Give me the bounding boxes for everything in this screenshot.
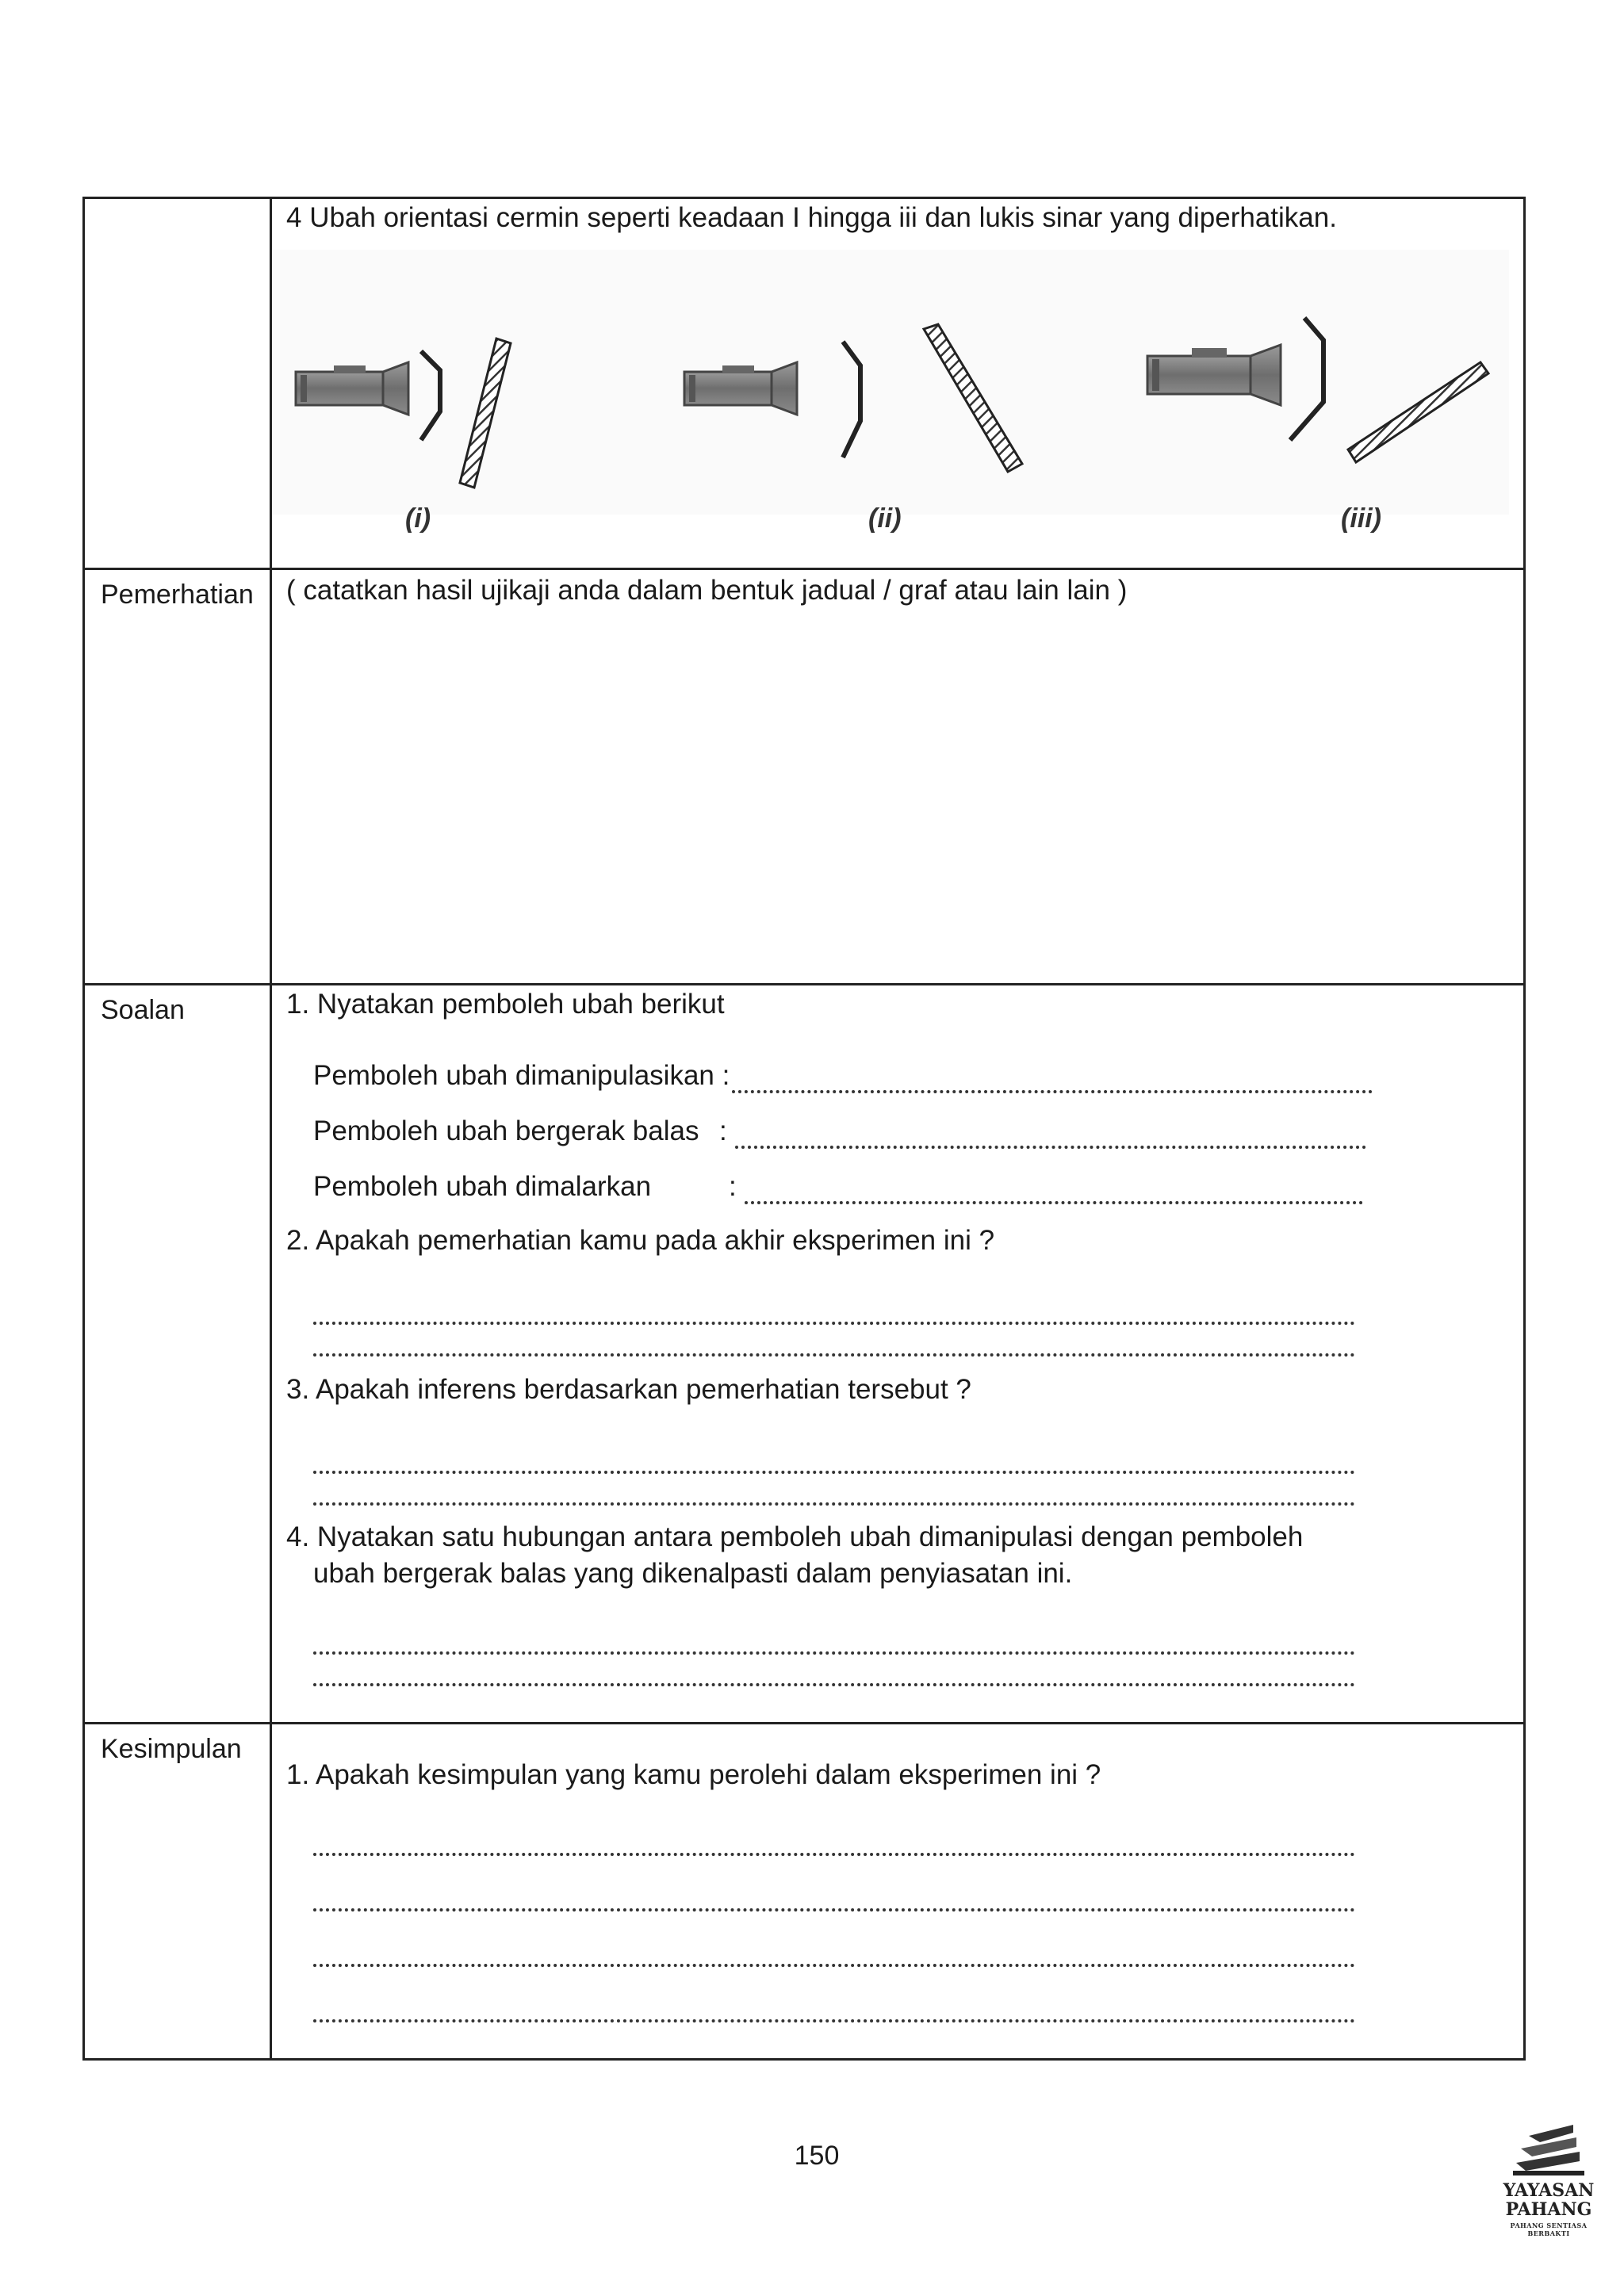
conclusion-label: Kesimpulan <box>84 1724 271 2060</box>
logo-tagline: PAHANG SENTIASA BERBAKTI <box>1510 2221 1588 2237</box>
logo-line-2: PAHANG <box>1505 2199 1592 2220</box>
procedure-label-cell <box>84 198 271 569</box>
procedure-content-cell <box>271 198 1525 569</box>
procedure-row <box>84 198 1525 569</box>
questions-content-cell <box>271 985 1525 1724</box>
variable-responding-label: Pemboleh ubah bergerak balas <box>313 1115 699 1146</box>
question-3-answer-line[interactable] <box>313 1502 1355 1506</box>
question-2-answer-line[interactable] <box>313 1322 1355 1325</box>
question-3-answer-line[interactable] <box>313 1471 1355 1474</box>
logo-emblem-icon <box>1497 2122 1600 2177</box>
conclusion-content-cell <box>271 1724 1525 2060</box>
question-4-answer-line[interactable] <box>313 1683 1355 1686</box>
question-3: 3. Apakah inferens berdasarkan pemerhatian tersebut ? <box>286 1374 971 1405</box>
questions-row <box>84 985 1525 1724</box>
question-4-line-1: 4. Nyatakan satu hubungan antara pemboleh ubah dimanipulasi dengan pemboleh <box>286 1521 1304 1552</box>
question-1: 1. Nyatakan pemboleh ubah berikut <box>286 989 725 1020</box>
variable-manipulated-label: Pemboleh ubah dimanipulasikan : <box>313 1060 730 1091</box>
observation-instruction: ( catatkan hasil ujikaji anda dalam bentuk jadual / graf atau lain lain ) <box>286 575 1128 606</box>
conclusion-row <box>84 1724 1525 2060</box>
yayasan-pahang-logo <box>1497 2122 1600 2241</box>
variable-controlled-colon: : <box>729 1171 737 1202</box>
variable-responding-colon: : <box>719 1115 727 1146</box>
variable-manipulated-answer-line[interactable] <box>732 1090 1373 1093</box>
variable-controlled-answer-line[interactable] <box>745 1201 1363 1204</box>
conclusion-answer-line[interactable] <box>313 1853 1355 1856</box>
conclusion-answer-line[interactable] <box>313 2019 1355 2022</box>
questions-label: Soalan <box>84 985 271 1724</box>
variable-controlled-label: Pemboleh ubah dimalarkan <box>313 1171 652 1202</box>
conclusion-answer-line[interactable] <box>313 1908 1355 1911</box>
variable-responding-answer-line[interactable] <box>735 1146 1366 1149</box>
conclusion-answer-line[interactable] <box>313 1964 1355 1967</box>
mirror-orientation-figure <box>272 250 1509 534</box>
observation-content-cell <box>271 569 1525 985</box>
question-2-answer-line[interactable] <box>313 1353 1355 1357</box>
logo-line-1: YAYASAN <box>1503 2180 1595 2201</box>
experiment-table <box>82 197 1526 2061</box>
figure-label-i: (i) <box>405 503 431 534</box>
page-number: 150 <box>794 2141 840 2171</box>
observation-row <box>84 569 1525 985</box>
question-2: 2. Apakah pemerhatian kamu pada akhir eksperimen ini ? <box>286 1225 995 1256</box>
observation-label: Pemerhatian <box>84 569 271 985</box>
question-4-answer-line[interactable] <box>313 1651 1355 1655</box>
question-4-line-2: ubah bergerak balas yang dikenalpasti dalam penyiasatan ini. <box>313 1558 1073 1589</box>
step-4-text: 4 Ubah orientasi cermin seperti keadaan I hingga iii dan lukis sinar yang diperhatikan. <box>286 202 1337 233</box>
conclusion-question-1: 1. Apakah kesimpulan yang kamu perolehi dalam eksperimen ini ? <box>286 1759 1101 1790</box>
figure-label-ii: (ii) <box>868 503 902 534</box>
figure-label-iii: (iii) <box>1341 503 1381 534</box>
